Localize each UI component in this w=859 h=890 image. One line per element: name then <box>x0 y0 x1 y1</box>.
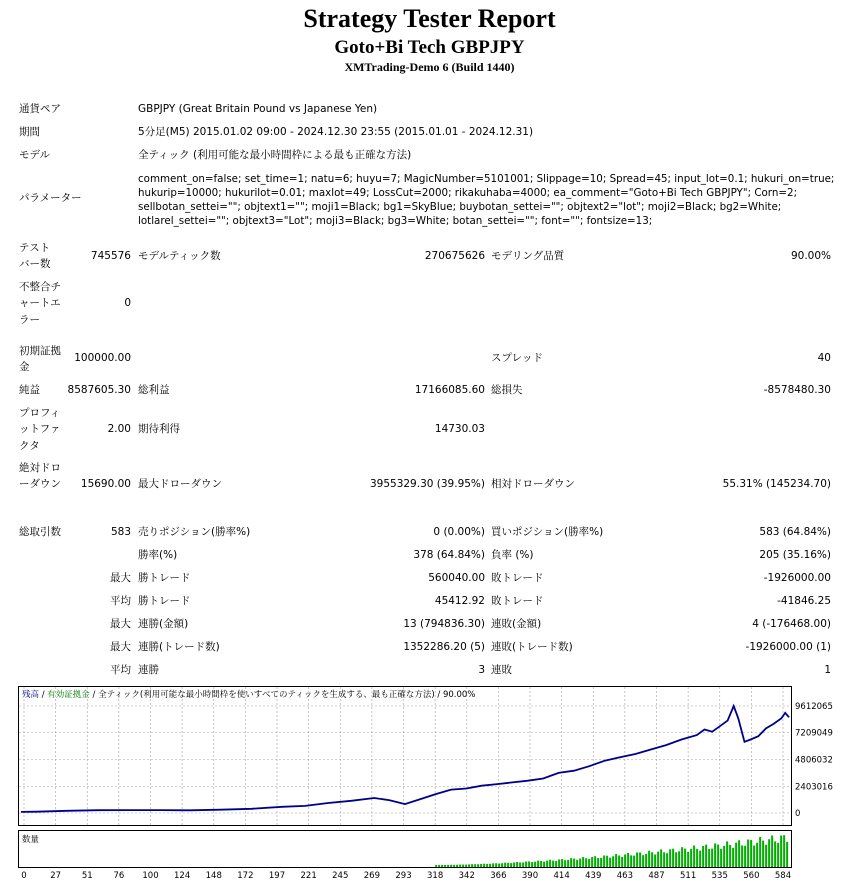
volume-bar <box>597 858 599 867</box>
volume-bar <box>624 854 626 867</box>
legend-text <box>22 689 475 700</box>
report-title: Strategy Tester Report <box>303 4 556 33</box>
gross-profit-label: 総利益 <box>138 384 170 396</box>
volume-bar <box>699 851 701 867</box>
volume-bar <box>501 863 503 867</box>
volume-bar <box>492 863 494 867</box>
ticks-label: モデルティック数 <box>138 250 221 262</box>
volume-bar <box>447 865 449 867</box>
volume-bar <box>579 859 581 867</box>
volume-bar <box>498 864 500 867</box>
x-tick-label: 414 <box>553 871 570 881</box>
volume-bar <box>534 862 536 867</box>
volume-bar <box>486 864 488 867</box>
volume-bar <box>546 861 548 867</box>
short-value: 0 (0.00%) <box>433 526 485 538</box>
volume-bar <box>528 861 530 867</box>
spread-label: スプレッド <box>491 352 543 364</box>
deposit-value: 100000.00 <box>74 352 131 364</box>
max-word-3: 最大 <box>110 641 131 653</box>
volume-bar <box>576 860 578 867</box>
max-loss-value: -1926000.00 <box>763 572 831 584</box>
volume-bar <box>759 837 761 867</box>
x-tick-label: 584 <box>774 871 792 881</box>
volume-label: 数量 <box>22 835 40 845</box>
short-label: 売りポジション(勝率%) <box>138 526 251 538</box>
volume-bar <box>750 840 752 867</box>
avg-cons-win-value: 3 <box>478 664 485 676</box>
volume-bar <box>681 847 683 867</box>
avg-win-value: 45412.92 <box>434 595 485 607</box>
abs-dd-value: 15690.00 <box>80 478 131 490</box>
volume-bar <box>618 855 620 867</box>
gross-loss-label: 総損失 <box>491 384 523 396</box>
x-tick-label: 560 <box>743 871 760 881</box>
volume-bar <box>651 852 653 867</box>
volume-bar <box>741 845 743 867</box>
x-tick-label: 342 <box>458 871 475 881</box>
gross-loss-value: -8578480.30 <box>763 384 831 396</box>
rel-dd-value: 55.31% (145234.70) <box>722 478 831 490</box>
x-tick-label: 51 <box>81 871 93 881</box>
volume-bar <box>693 846 695 867</box>
abs-dd-label: 絶対ドローダウン <box>19 462 61 491</box>
ticks-value: 270675626 <box>424 250 485 262</box>
y-tick-label: 0 <box>795 809 801 819</box>
volume-bar <box>564 860 566 867</box>
volume-bar <box>561 859 563 867</box>
volume-bar <box>720 849 722 867</box>
volume-bar <box>507 863 509 867</box>
mismatch-value: 0 <box>124 297 131 309</box>
volume-bar <box>726 841 728 867</box>
x-tick-label: 221 <box>300 871 317 881</box>
volume-bar <box>450 865 452 867</box>
volume-bar <box>717 845 719 867</box>
cons-win-money-value: 13 (794836.30) <box>403 618 485 630</box>
volume-bar <box>774 841 776 867</box>
volume-bar <box>669 849 671 867</box>
y-tick-label: 9612065 <box>795 702 833 712</box>
volume-bar <box>552 861 554 867</box>
volume-bar <box>660 849 662 867</box>
volume-bar <box>444 865 446 867</box>
volume-bar <box>489 864 491 867</box>
volume-bar <box>654 855 656 867</box>
volume-bar <box>672 849 674 867</box>
long-value: 583 (64.84%) <box>759 526 831 538</box>
volume-bar <box>543 862 545 867</box>
max-win-value: 560040.00 <box>428 572 485 584</box>
volume-bar <box>690 849 692 867</box>
x-tick-label: 535 <box>711 871 728 881</box>
volume-bar <box>462 865 464 867</box>
volume-bar <box>735 843 737 867</box>
volume-bar <box>747 840 749 867</box>
volume-bar <box>633 856 635 867</box>
balance-chart-svg <box>18 686 859 886</box>
volume-bar <box>600 858 602 867</box>
quality-label: モデリング品質 <box>491 250 565 262</box>
volume-bar <box>753 846 755 867</box>
loss-pct-value: 205 (35.16%) <box>759 549 831 561</box>
volume-bar <box>711 849 713 867</box>
volume-bar <box>441 865 443 867</box>
volume-bar <box>570 858 572 867</box>
cons-win-trades-label: 連勝(トレード数) <box>138 641 220 653</box>
period-label: 期間 <box>19 126 40 138</box>
volume-bar <box>603 855 605 867</box>
avg-cons-win-label: 連勝 <box>138 664 159 676</box>
volume-bar <box>768 839 770 867</box>
volume-bar <box>453 865 455 867</box>
volume-bar <box>480 864 482 867</box>
model-value: 全ティック (利用可能な最小時間枠による最も正確な方法) <box>138 149 412 161</box>
report-server: XMTrading-Demo 6 (Build 1440) <box>344 60 515 74</box>
volume-bar <box>549 860 551 867</box>
expected-label: 期待利得 <box>138 423 180 435</box>
avg-word: 平均 <box>110 595 131 607</box>
volume-bar <box>780 836 782 867</box>
x-tick-label: 148 <box>205 871 222 881</box>
loss-pct-label: 負率 (%) <box>491 549 534 561</box>
avg-cons-loss-label: 連敗 <box>491 664 512 676</box>
max-dd-label: 最大ドローダウン <box>138 478 222 490</box>
spread-value: 40 <box>817 352 831 364</box>
net-label: 純益 <box>19 384 40 396</box>
legend-model: 全ティック(利用可能な最小時間枠を使いすべてのティックを生成する、最も正確な方法) <box>98 690 435 700</box>
x-tick-label: 487 <box>648 871 665 881</box>
x-tick-label: 318 <box>427 871 444 881</box>
volume-bar <box>468 864 470 867</box>
volume-bar <box>714 843 716 867</box>
legend-separator-3: / <box>434 690 443 700</box>
quality-value: 90.00% <box>790 250 831 262</box>
volume-bar <box>456 865 458 867</box>
gross-profit-value: 17166085.60 <box>414 384 485 396</box>
avg-win-label: 勝トレード <box>138 595 191 607</box>
volume-bar <box>573 859 575 867</box>
max-dd-value: 3955329.30 (39.95%) <box>369 478 485 490</box>
volume-bar <box>687 852 689 867</box>
volume-bar <box>657 852 659 867</box>
x-tick-label: 269 <box>363 871 380 881</box>
volume-bar <box>495 863 497 867</box>
win-pct-label: 勝率(%) <box>138 549 178 561</box>
cons-win-trades-value: 1352286.20 (5) <box>403 641 485 653</box>
volume-bar <box>663 852 665 867</box>
volume-bar <box>675 852 677 867</box>
x-tick-label: 511 <box>680 871 697 881</box>
volume-bar <box>474 864 476 867</box>
pf-value: 2.00 <box>107 423 131 435</box>
volume-bar <box>762 841 764 867</box>
volume-bar <box>615 854 617 867</box>
volume-bar <box>612 856 614 867</box>
legend-quality: 90.00% <box>442 690 476 700</box>
y-tick-label: 2403016 <box>795 782 833 793</box>
volume-bar <box>606 856 608 867</box>
volume-bar <box>540 861 542 867</box>
volume-bar <box>756 843 758 867</box>
x-tick-label: 439 <box>585 871 602 881</box>
volume-bar <box>588 859 590 867</box>
volume-bar <box>708 849 710 867</box>
volume-bar <box>537 861 539 867</box>
legend-balance: 残高 <box>22 690 40 700</box>
volume-bar <box>465 865 467 867</box>
volume-bar <box>642 855 644 867</box>
x-tick-label: 463 <box>616 871 633 881</box>
symbol-value: GBPJPY (Great Britain Pound vs Japanese Yen) <box>138 103 378 115</box>
y-tick-label: 7209049 <box>795 728 833 739</box>
x-tick-label: 76 <box>113 871 125 881</box>
net-value: 8587605.30 <box>67 384 131 396</box>
max-word: 最大 <box>110 572 131 584</box>
volume-bar <box>729 845 731 867</box>
volume-bar <box>483 864 485 867</box>
avg-loss-value: -41846.25 <box>777 595 831 607</box>
volume-bar <box>567 860 569 867</box>
volume-bar <box>609 858 611 867</box>
params-label: パラメーター <box>19 192 82 204</box>
volume-bar <box>636 852 638 867</box>
volume-bar <box>627 853 629 867</box>
volume-bar <box>477 864 479 867</box>
x-tick-label: 124 <box>174 871 191 881</box>
cons-loss-money-value: 4 (-176468.00) <box>752 618 831 630</box>
mismatch-label: 不整合チャートエラー <box>19 281 61 326</box>
volume-bar <box>696 849 698 867</box>
volume-bar <box>639 852 641 867</box>
volume-bar <box>702 846 704 867</box>
volume-bar <box>630 855 632 867</box>
cons-loss-trades-value: -1926000.00 (1) <box>745 641 831 653</box>
x-tick-labels <box>21 871 791 881</box>
legend-separator-2: / <box>89 690 99 700</box>
cons-win-money-label: 連勝(金額) <box>138 618 189 630</box>
volume-bar <box>621 857 623 867</box>
expected-value: 14730.03 <box>434 423 485 435</box>
volume-bar <box>516 862 518 867</box>
volume-bar <box>504 863 506 867</box>
y-tick-labels <box>795 702 833 819</box>
max-loss-label: 敗トレード <box>491 572 544 584</box>
volume-bar <box>525 862 527 867</box>
trades-label: 総取引数 <box>19 526 61 538</box>
volume-bar <box>666 853 668 867</box>
avg-word-2: 平均 <box>110 664 131 676</box>
win-pct-value: 378 (64.84%) <box>413 549 485 561</box>
volume-bar <box>555 861 557 867</box>
volume-bar <box>777 843 779 867</box>
trades-value: 583 <box>110 526 131 538</box>
x-tick-label: 293 <box>395 871 412 881</box>
volume-bar <box>471 864 473 867</box>
volume-bar <box>786 842 788 867</box>
x-tick-label: 390 <box>521 871 539 881</box>
legend-separator: / <box>39 690 48 700</box>
x-tick-label: 0 <box>21 871 27 881</box>
volume-bar <box>678 851 680 867</box>
symbol-label: 通貨ペア <box>19 103 61 115</box>
volume-bar <box>684 849 686 867</box>
volume-bar <box>582 857 584 867</box>
period-value: 5分足(M5) 2015.01.02 09:00 - 2024.12.30 23:55 (2015.01.01 - 2024.12.31) <box>138 126 534 138</box>
max-word-2: 最大 <box>110 618 131 630</box>
volume-bar <box>435 865 437 867</box>
volume-bar <box>765 845 767 867</box>
volume-bar <box>531 862 533 867</box>
volume-bar <box>594 856 596 867</box>
volume-bar <box>585 858 587 867</box>
cons-loss-money-label: 連敗(金額) <box>491 618 542 630</box>
bars-value: 745576 <box>90 250 131 262</box>
volume-bar <box>783 835 785 867</box>
params-value: comment_on=false; set_time=1; natu=6; huyu=7; MagicNumber=5101001; Slippage=10; Spread=45; input_lot=0.1; hukuri_on=true; hukurip=10000; hukurilot=0.01; maxlot=49; LossCut=2000; rikakuhaba=4000; ea_comment="Goto+Bi Tech GBPJPY"; Corn=2; sellbotan_settei=""; objtext1=""; moji1=Black; bg1=SkyBlue; buybotan_settei=""; objtext2="lot"; moji2=Black; bg2=White; lotlarel_settei=""; objtext3="Lot"; moji3=Black; bg3=White; botan_settei=""; font=""; fontsize=13; <box>138 173 835 227</box>
legend-equity: 有効証拠金 <box>47 690 90 700</box>
volume-bar <box>459 865 461 867</box>
x-tick-label: 27 <box>50 871 62 881</box>
volume-bar <box>645 854 647 867</box>
volume-bar <box>723 846 725 867</box>
report-subtitle: Goto+Bi Tech GBPJPY <box>334 37 525 58</box>
volume-bar <box>513 862 515 867</box>
x-tick-label: 366 <box>490 871 507 881</box>
volume-bar <box>438 865 440 867</box>
volume-bar <box>648 851 650 867</box>
x-tick-label: 197 <box>268 871 286 881</box>
x-tick-label: 172 <box>237 871 254 881</box>
volume-bar <box>510 863 512 867</box>
rel-dd-label: 相対ドローダウン <box>491 478 575 490</box>
x-tick-label: 100 <box>142 871 159 881</box>
volume-bar <box>771 836 773 867</box>
balance-chart <box>18 686 859 886</box>
volume-bar <box>744 846 746 867</box>
avg-cons-loss-value: 1 <box>824 664 831 676</box>
volume-bar <box>738 840 740 867</box>
volume-bar <box>519 862 521 867</box>
volume-bar <box>732 848 734 867</box>
model-label: モデル <box>19 149 50 161</box>
y-tick-label: 4806032 <box>795 755 833 766</box>
cons-loss-trades-label: 連敗(トレード数) <box>491 641 573 653</box>
max-win-label: 勝トレード <box>138 572 191 584</box>
volume-bar <box>558 859 560 867</box>
avg-loss-label: 敗トレード <box>491 595 544 607</box>
pf-label: プロフィットファクタ <box>19 407 61 452</box>
bars-label: テストバー数 <box>19 242 51 271</box>
long-label: 買いポジション(勝率%) <box>491 526 604 538</box>
volume-bar <box>705 845 707 867</box>
deposit-label: 初期証拠金 <box>19 345 61 374</box>
volume-bar <box>591 857 593 867</box>
x-tick-label: 245 <box>332 871 349 881</box>
volume-bar <box>522 863 524 867</box>
